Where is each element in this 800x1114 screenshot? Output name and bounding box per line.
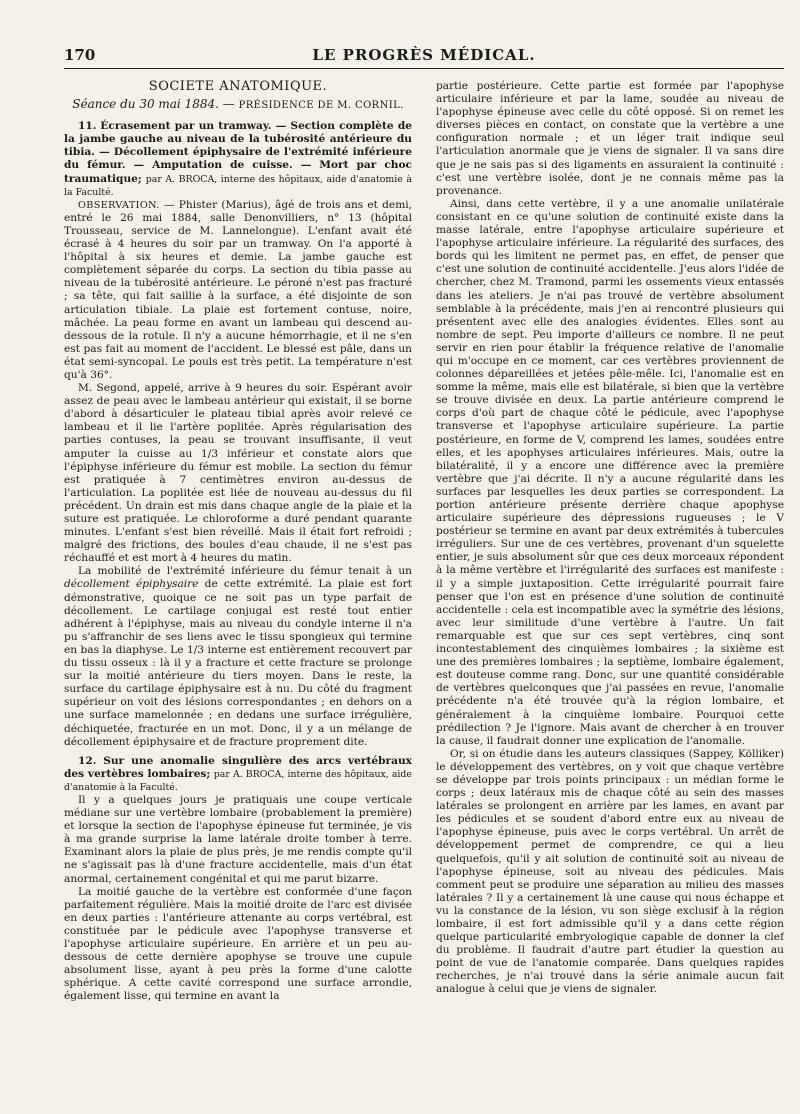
case-11-heading	[64, 120, 412, 199]
observation-label: OBSERVATION.	[78, 199, 160, 211]
running-header	[64, 44, 784, 69]
case-11-title: Écrasement par un tramway. — Section complète de la jambe gauche au niveau de la tubérosité antérieure du tibia. — Décollement épiphysaire de l'extrémité inférieure du fémur. — Amputation de cuisse. — Mort par choc traumatique;	[64, 120, 412, 185]
case-12-paragraph-2: La moitié gauche de la vertèbre est conformée d'une façon parfaitement régulière. Mais la moitié droite de l'arc est divisée en deux parties : l'antérieure attenante au corps vertébral, est constituée par le pédicule avec l'apophyse transverse et l'apophyse articulaire supérieure. En arrière et un peu au-dessous de cette dernière apophyse se trouve une cupule absolument lisse, ayant à peu près la forme d'une calotte sphérique. A cette cavité correspond une surface arrondie, également lisse, qui termine en avant la	[64, 885, 412, 1003]
right-column	[436, 80, 784, 1105]
case-11-text-3b: de cette extrémité. La plaie est fort démonstrative, quoique ce ne soit pas un type parfait de décollement. Le cartilage conjugal est resté tout entier adhérent à l'épiphyse, mais au niveau du condyle interne il n'a pu s'affranchir de ses liens avec le tissu spongieux qui termine en bas la diaphyse. Le 1/3 interne est entièrement recouvert par du tissu osseux : là il y a fracture et cette fracture se prolonge sur la moitié antérieure du tiers moyen. Dans le reste, la surface du cartilage épiphysaire est à nu. Du côté du fragment supérieur on voit des lésions correspondantes ; en dehors on a une surface mamelonnée ; en dedans une surface irrégulière, déchiquetée, fracturée en un mot. Donc, il y a un mélange de décollement épiphysaire et de fracture proprement dite.	[64, 578, 412, 748]
case-12-number: 12.	[78, 754, 97, 767]
page-number: 170	[64, 46, 96, 64]
case-11-paragraph-1	[64, 199, 412, 382]
right-paragraph-2: Ainsi, dans cette vertèbre, il y a une anomalie unilatérale consistant en ce qu'une solution de continuité existe dans la masse latérale, entre l'apophyse articulaire supérieure et l'apophyse articulaire inférieure. La régularité des surfaces, des bords qui les limitent ne permet pas, en effet, de penser que c'est une solution de continuité accidentelle. J'eus alors l'idée de chercher, chez M. Tramond, parmi les ossements vieux entassés dans les ateliers. Je n'ai pas trouvé de vertèbre absolument semblable à la précédente, mais j'en ai rencontré plusieurs qui présentent avec elle des analogies évidentes. Elles sont au nombre de sept. Peu importe d'ailleurs ce nombre. Il ne peut servir en rien pour établir la fréquence relative de l'anomalie qui m'occupe en ce moment, car ces vertèbres proviennent de colonnes dépareillées et jetées pêle-mêle. Ici, l'anomalie est en somme la même, mais elle est bilatérale, si bien que la vertèbre se trouve divisée en deux. La partie antérieure comprend le corps d'où part de chaque côté le pédicule, avec l'apophyse transverse et l'apophyse articulaire supérieure. La partie postérieure, en forme de V, comprend les lames, soudées entre elles, et les apophyses articulaires inférieures. Mais, outre la bilatéralité, il y a encore une différence avec la première vertèbre que j'ai décrite. Il n'y a aucune régularité dans les surfaces par lesquelles les deux parties se correspondent. La portion antérieure présente derrière chaque apophyse articulaire supérieure des dépressions rugueuses ; le V postérieur se termine en avant par deux extrémités à tubercules irréguliers. Sur une de ces vertèbres, provenant d'un squelette entier, je suis absolument sûr que ces deux morceaux répondent à la même vertèbre et l'irrégularité des surfaces est manifeste : il y a simple juxtaposition. Cette irrégularité pourrait faire penser que l'on est en présence d'une solution de continuité accidentelle : cela est incompatible avec la symétrie des lésions, avec leur similitude d'une vertèbre à l'autre. Un fait remarquable est que sur ces sept vertèbres, cinq sont incontestablement des cinquièmes lombaires ; la sixième est une des premières lombaires ; la septième, lombaire également, est douteuse comme rang. Donc, sur une quantité considérable de vertèbres quelconques que j'ai passées en revue, l'anomalie précédente n'a été trouvée qu'à la région lombaire, et généralement à la cinquième lombaire. Pourquoi cette prédilection ? Je l'ignore. Mais avant de chercher à en trouver la cause, il faudrait donner une explication de l'anomalie.	[436, 197, 784, 747]
presidency: PRÉSIDENCE DE M. CORNIL.	[238, 100, 404, 112]
session-date: Séance du 30 mai 1884. —	[72, 97, 239, 112]
case-11-text-1: — Phister (Marius), âgé de trois ans et demi, entré le 26 mai 1884, salle Denonvilliers, n° 13 (hôpital Trousseau, service de M. Lannelongue). L'enfant avait été écrasé à 4 heures du soir par un tramway. On l'a apporté à l'hôpital à six heures et demie. La jambe gauche est complètement séparée du corps. La section du tibia passe au niveau de la tubérosité antérieure. Le péroné n'est pas fracturé ; sa tête, qui fait saillie à la surface, a été disjointe de son articulation tibiale. La plaie est fortement contuse, noire, mâchée. La peau forme en avant un lambeau qui descend au-dessous de la rotule. Il n'y a aucune hémorrhagie, et il ne s'en est pas fait au moment de l'accident. Le blessé est pâle, dans un état semi-syncopal. Le pouls est très petit. La température n'est qu'à 36°.	[64, 198, 412, 381]
section-title: SOCIÉTÉ ANATOMIQUE.	[148, 80, 328, 94]
case-12-paragraph-1: Il y a quelques jours je pratiquais une coupe verticale médiane sur une vertèbre lombaire (probablement la première) et lorsque la section de l'apophyse épineuse fut terminée, je vis à ma grande surprise la lame latérale droite tomber à terre. Examinant alors la plaie de plus près, je me rendis compte qu'il ne s'agissait pas là d'une fracture accidentelle, mais d'un état anormal, certainement congénital et qui me parut bizarre.	[64, 793, 412, 885]
journal-title: LE PROGRÈS MÉDICAL.	[312, 46, 536, 64]
case-11-number: 11.	[78, 120, 97, 133]
case-11-author: par A. BROCA, interne des hôpitaux, aide d'anatomie à la Faculté.	[64, 173, 412, 198]
right-paragraph-1: partie postérieure. Cette partie est formée par l'apophyse articulaire inférieure et par la lame, soudée au niveau de l'apophyse épineuse avec celle du côté opposé. Si on remet les diverses pièces en contact, on constate que la vertèbre a une configuration normale ; et un léger trait indique seul l'articulation anormale que je viens de signaler. Il va sans dire que je ne sais pas si des ligaments en assuraient la continuité : c'est une vertèbre isolée, dont je ne connais même pas la provenance.	[436, 80, 784, 197]
right-paragraph-3: Or, si on étudie dans les auteurs classiques (Sappey, Kölliker) le développement des vertèbres, on y voit que chaque vertèbre se développe par trois points principaux : un médian forme le corps ; deux latéraux mis de chaque côté au sein des masses latérales se prolongent en arrière par les lames, en avant par les pédicules et se soudent d'abord entre eux au niveau de l'apophyse épineuse, puis avec le corps vertébral. Un arrêt de développement permet de comprendre, ce qui a lieu quelquefois, qu'il y ait solution de continuité soit au niveau de l'apophyse épineuse, soit au niveau des pédicules. Mais comment peut se produire une séparation au milieu des masses latérales ? Il y a certainement là une cause qui nous échappe et vu la constance de la lésion, vu son siège exclusif à la région lombaire, il est fort admissible qu'il y a dans cette région quelque particularité embryologique capable de donner la clef du problème. Il faudrait d'autre part étudier la question au point de vue de l'anatomie comparée. Dans quelques rapides recherches, je n'ai trouvé dans la série animale aucun fait analogue à celui que je viens de signaler.	[436, 747, 784, 996]
case-12-author: par A. BROCA, interne des hôpitaux, aide d'anatomie à la Faculté.	[64, 768, 412, 793]
case-12-title: Sur une anomalie singulière des arcs vertébraux des vertèbres lombaires;	[64, 754, 412, 780]
case-11-paragraph-3	[64, 565, 412, 748]
case-11-paragraph-2: M. Segond, appelé, arrive à 9 heures du soir. Espérant avoir assez de peau avec le lambeau antérieur qui existait, il se borne d'abord à désarticuler le plateau tibial après avoir relevé ce lambeau et il lie l'artère poplitée. Après régularisation des parties contuses, la peau se trouvant insuffisante, il veut amputer la cuisse au 1/3 inférieur et constate alors que l'épiphyse inférieure du fémur est mobile. La section du fémur est pratiquée à 7 centimètres environ au-dessus de l'articulation. La poplitée est liée de nouveau au-dessus du fil précédent. Un drain est mis dans chaque angle de la plaie et la suture est pratiquée. Le chloroforme a duré pendant quarante minutes. L'enfant s'est bien réveillé. Mais il était fort refroidi ; malgré des frictions, des boules d'eau chaude, il ne s'est pas réchauffé et est mort à 4 heures du matin.	[64, 382, 412, 565]
case-11-text-3a: La mobilité de l'extrémité inférieure du fémur tenait à un	[78, 565, 412, 578]
case-11-emphasis: décollement épiphysaire	[64, 578, 199, 591]
left-column	[64, 80, 412, 1105]
case-12-heading	[64, 755, 412, 794]
session-line	[64, 98, 412, 112]
